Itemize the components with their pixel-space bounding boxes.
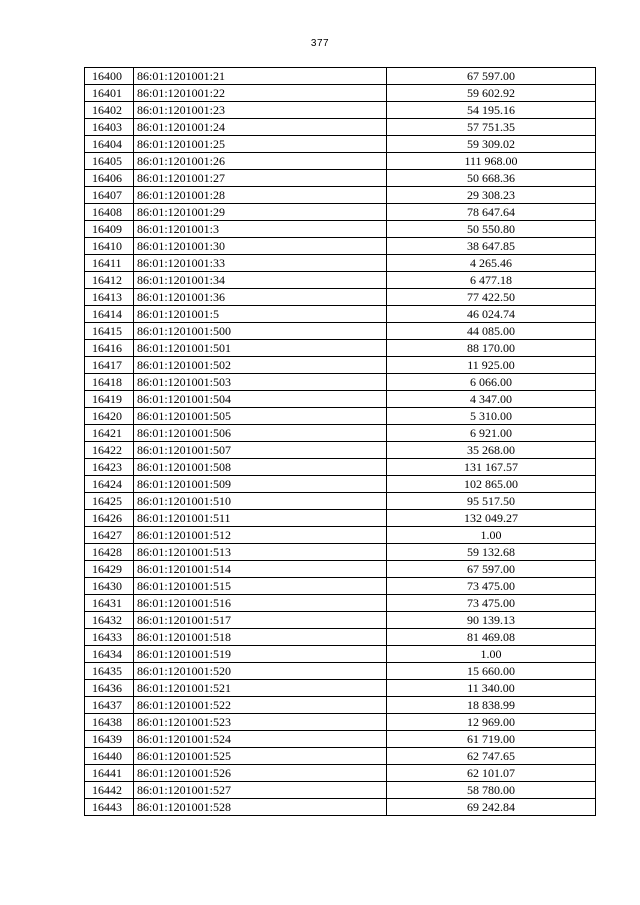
value-cell: 4 265.46 — [387, 255, 596, 272]
table-row — [85, 289, 596, 306]
value-cell: 62 747.65 — [387, 748, 596, 765]
cadastral-number-cell: 86:01:1201001:527 — [134, 782, 387, 799]
cadastral-number-cell: 86:01:1201001:521 — [134, 680, 387, 697]
row-number-cell: 16407 — [85, 187, 134, 204]
table-body — [85, 68, 596, 816]
table-row — [85, 782, 596, 799]
value-cell: 131 167.57 — [387, 459, 596, 476]
page-number: 377 — [310, 38, 330, 49]
cadastral-number-cell: 86:01:1201001:26 — [134, 153, 387, 170]
table-row — [85, 340, 596, 357]
table-row — [85, 102, 596, 119]
row-number-cell: 16412 — [85, 272, 134, 289]
table-row — [85, 425, 596, 442]
value-cell: 1.00 — [387, 646, 596, 663]
table-row — [85, 714, 596, 731]
value-cell: 6 921.00 — [387, 425, 596, 442]
cadastral-number-cell: 86:01:1201001:523 — [134, 714, 387, 731]
cadastral-number-cell: 86:01:1201001:508 — [134, 459, 387, 476]
value-cell: 73 475.00 — [387, 595, 596, 612]
table-row — [85, 374, 596, 391]
cadastral-number-cell: 86:01:1201001:518 — [134, 629, 387, 646]
row-number-cell: 16433 — [85, 629, 134, 646]
table-row — [85, 442, 596, 459]
table-row — [85, 731, 596, 748]
value-cell: 132 049.27 — [387, 510, 596, 527]
row-number-cell: 16437 — [85, 697, 134, 714]
table-row — [85, 493, 596, 510]
table-row — [85, 136, 596, 153]
value-cell: 62 101.07 — [387, 765, 596, 782]
table-row — [85, 799, 596, 816]
cadastral-number-cell: 86:01:1201001:505 — [134, 408, 387, 425]
value-cell: 46 024.74 — [387, 306, 596, 323]
table-row — [85, 527, 596, 544]
row-number-cell: 16427 — [85, 527, 134, 544]
value-cell: 50 668.36 — [387, 170, 596, 187]
value-cell: 102 865.00 — [387, 476, 596, 493]
row-number-cell: 16422 — [85, 442, 134, 459]
value-cell: 18 838.99 — [387, 697, 596, 714]
row-number-cell: 16423 — [85, 459, 134, 476]
value-cell: 11 340.00 — [387, 680, 596, 697]
table-row — [85, 391, 596, 408]
value-cell: 6 477.18 — [387, 272, 596, 289]
row-number-cell: 16415 — [85, 323, 134, 340]
table-row — [85, 544, 596, 561]
row-number-cell: 16410 — [85, 238, 134, 255]
row-number-cell: 16426 — [85, 510, 134, 527]
cadastral-number-cell: 86:01:1201001:510 — [134, 493, 387, 510]
cadastral-number-cell: 86:01:1201001:33 — [134, 255, 387, 272]
value-cell: 29 308.23 — [387, 187, 596, 204]
row-number-cell: 16438 — [85, 714, 134, 731]
cadastral-number-cell: 86:01:1201001:519 — [134, 646, 387, 663]
row-number-cell: 16404 — [85, 136, 134, 153]
cadastral-number-cell: 86:01:1201001:514 — [134, 561, 387, 578]
row-number-cell: 16414 — [85, 306, 134, 323]
value-cell: 57 751.35 — [387, 119, 596, 136]
value-cell: 5 310.00 — [387, 408, 596, 425]
row-number-cell: 16419 — [85, 391, 134, 408]
cadastre-table — [84, 67, 596, 816]
cadastral-number-cell: 86:01:1201001:526 — [134, 765, 387, 782]
table-row — [85, 68, 596, 85]
row-number-cell: 16436 — [85, 680, 134, 697]
cadastral-number-cell: 86:01:1201001:507 — [134, 442, 387, 459]
row-number-cell: 16425 — [85, 493, 134, 510]
value-cell: 59 132.68 — [387, 544, 596, 561]
value-cell: 73 475.00 — [387, 578, 596, 595]
table-row — [85, 306, 596, 323]
value-cell: 44 085.00 — [387, 323, 596, 340]
cadastral-number-cell: 86:01:1201001:34 — [134, 272, 387, 289]
row-number-cell: 16401 — [85, 85, 134, 102]
row-number-cell: 16421 — [85, 425, 134, 442]
cadastral-number-cell: 86:01:1201001:21 — [134, 68, 387, 85]
cadastral-number-cell: 86:01:1201001:515 — [134, 578, 387, 595]
row-number-cell: 16443 — [85, 799, 134, 816]
table-row — [85, 612, 596, 629]
row-number-cell: 16416 — [85, 340, 134, 357]
table-row — [85, 119, 596, 136]
table-row — [85, 255, 596, 272]
value-cell: 50 550.80 — [387, 221, 596, 238]
cadastral-number-cell: 86:01:1201001:29 — [134, 204, 387, 221]
value-cell: 38 647.85 — [387, 238, 596, 255]
table-row — [85, 765, 596, 782]
value-cell: 69 242.84 — [387, 799, 596, 816]
row-number-cell: 16408 — [85, 204, 134, 221]
table-row — [85, 646, 596, 663]
cadastral-number-cell: 86:01:1201001:27 — [134, 170, 387, 187]
cadastral-number-cell: 86:01:1201001:22 — [134, 85, 387, 102]
row-number-cell: 16420 — [85, 408, 134, 425]
cadastral-number-cell: 86:01:1201001:25 — [134, 136, 387, 153]
cadastral-number-cell: 86:01:1201001:502 — [134, 357, 387, 374]
table-row — [85, 204, 596, 221]
cadastral-number-cell: 86:01:1201001:503 — [134, 374, 387, 391]
cadastral-number-cell: 86:01:1201001:5 — [134, 306, 387, 323]
value-cell: 54 195.16 — [387, 102, 596, 119]
cadastral-number-cell: 86:01:1201001:522 — [134, 697, 387, 714]
cadastral-number-cell: 86:01:1201001:23 — [134, 102, 387, 119]
table-row — [85, 697, 596, 714]
row-number-cell: 16400 — [85, 68, 134, 85]
table-row — [85, 663, 596, 680]
row-number-cell: 16439 — [85, 731, 134, 748]
table-row — [85, 187, 596, 204]
row-number-cell: 16432 — [85, 612, 134, 629]
cadastral-number-cell: 86:01:1201001:36 — [134, 289, 387, 306]
value-cell: 77 422.50 — [387, 289, 596, 306]
row-number-cell: 16441 — [85, 765, 134, 782]
cadastral-number-cell: 86:01:1201001:504 — [134, 391, 387, 408]
row-number-cell: 16430 — [85, 578, 134, 595]
cadastral-number-cell: 86:01:1201001:512 — [134, 527, 387, 544]
table-row — [85, 85, 596, 102]
cadastral-number-cell: 86:01:1201001:509 — [134, 476, 387, 493]
cadastral-number-cell: 86:01:1201001:500 — [134, 323, 387, 340]
row-number-cell: 16418 — [85, 374, 134, 391]
row-number-cell: 16442 — [85, 782, 134, 799]
value-cell: 4 347.00 — [387, 391, 596, 408]
row-number-cell: 16431 — [85, 595, 134, 612]
row-number-cell: 16428 — [85, 544, 134, 561]
table-row — [85, 476, 596, 493]
table-row — [85, 595, 596, 612]
cadastral-number-cell: 86:01:1201001:501 — [134, 340, 387, 357]
value-cell: 90 139.13 — [387, 612, 596, 629]
value-cell: 78 647.64 — [387, 204, 596, 221]
table-row — [85, 153, 596, 170]
row-number-cell: 16411 — [85, 255, 134, 272]
cadastral-number-cell: 86:01:1201001:506 — [134, 425, 387, 442]
value-cell: 1.00 — [387, 527, 596, 544]
cadastral-number-cell: 86:01:1201001:524 — [134, 731, 387, 748]
value-cell: 11 925.00 — [387, 357, 596, 374]
cadastral-number-cell: 86:01:1201001:3 — [134, 221, 387, 238]
cadastral-number-cell: 86:01:1201001:511 — [134, 510, 387, 527]
table-row — [85, 629, 596, 646]
table-row — [85, 408, 596, 425]
value-cell: 6 066.00 — [387, 374, 596, 391]
cadastral-number-cell: 86:01:1201001:528 — [134, 799, 387, 816]
cadastral-number-cell: 86:01:1201001:520 — [134, 663, 387, 680]
value-cell: 95 517.50 — [387, 493, 596, 510]
value-cell: 58 780.00 — [387, 782, 596, 799]
table-row — [85, 680, 596, 697]
cadastral-number-cell: 86:01:1201001:525 — [134, 748, 387, 765]
cadastral-number-cell: 86:01:1201001:28 — [134, 187, 387, 204]
table-row — [85, 578, 596, 595]
row-number-cell: 16440 — [85, 748, 134, 765]
row-number-cell: 16434 — [85, 646, 134, 663]
value-cell: 15 660.00 — [387, 663, 596, 680]
row-number-cell: 16424 — [85, 476, 134, 493]
table-row — [85, 459, 596, 476]
row-number-cell: 16413 — [85, 289, 134, 306]
row-number-cell: 16435 — [85, 663, 134, 680]
cadastral-number-cell: 86:01:1201001:517 — [134, 612, 387, 629]
row-number-cell: 16429 — [85, 561, 134, 578]
value-cell: 81 469.08 — [387, 629, 596, 646]
table-row — [85, 272, 596, 289]
value-cell: 88 170.00 — [387, 340, 596, 357]
cadastral-number-cell: 86:01:1201001:30 — [134, 238, 387, 255]
value-cell: 111 968.00 — [387, 153, 596, 170]
row-number-cell: 16406 — [85, 170, 134, 187]
table-row — [85, 561, 596, 578]
cadastral-number-cell: 86:01:1201001:513 — [134, 544, 387, 561]
table-row — [85, 357, 596, 374]
row-number-cell: 16409 — [85, 221, 134, 238]
row-number-cell: 16403 — [85, 119, 134, 136]
row-number-cell: 16405 — [85, 153, 134, 170]
value-cell: 35 268.00 — [387, 442, 596, 459]
table-row — [85, 238, 596, 255]
cadastral-number-cell: 86:01:1201001:24 — [134, 119, 387, 136]
cadastral-number-cell: 86:01:1201001:516 — [134, 595, 387, 612]
value-cell: 12 969.00 — [387, 714, 596, 731]
value-cell: 59 602.92 — [387, 85, 596, 102]
value-cell: 67 597.00 — [387, 68, 596, 85]
value-cell: 61 719.00 — [387, 731, 596, 748]
table-row — [85, 221, 596, 238]
table-row — [85, 323, 596, 340]
table-row — [85, 510, 596, 527]
value-cell: 59 309.02 — [387, 136, 596, 153]
row-number-cell: 16417 — [85, 357, 134, 374]
table-row — [85, 170, 596, 187]
value-cell: 67 597.00 — [387, 561, 596, 578]
row-number-cell: 16402 — [85, 102, 134, 119]
table-row — [85, 748, 596, 765]
